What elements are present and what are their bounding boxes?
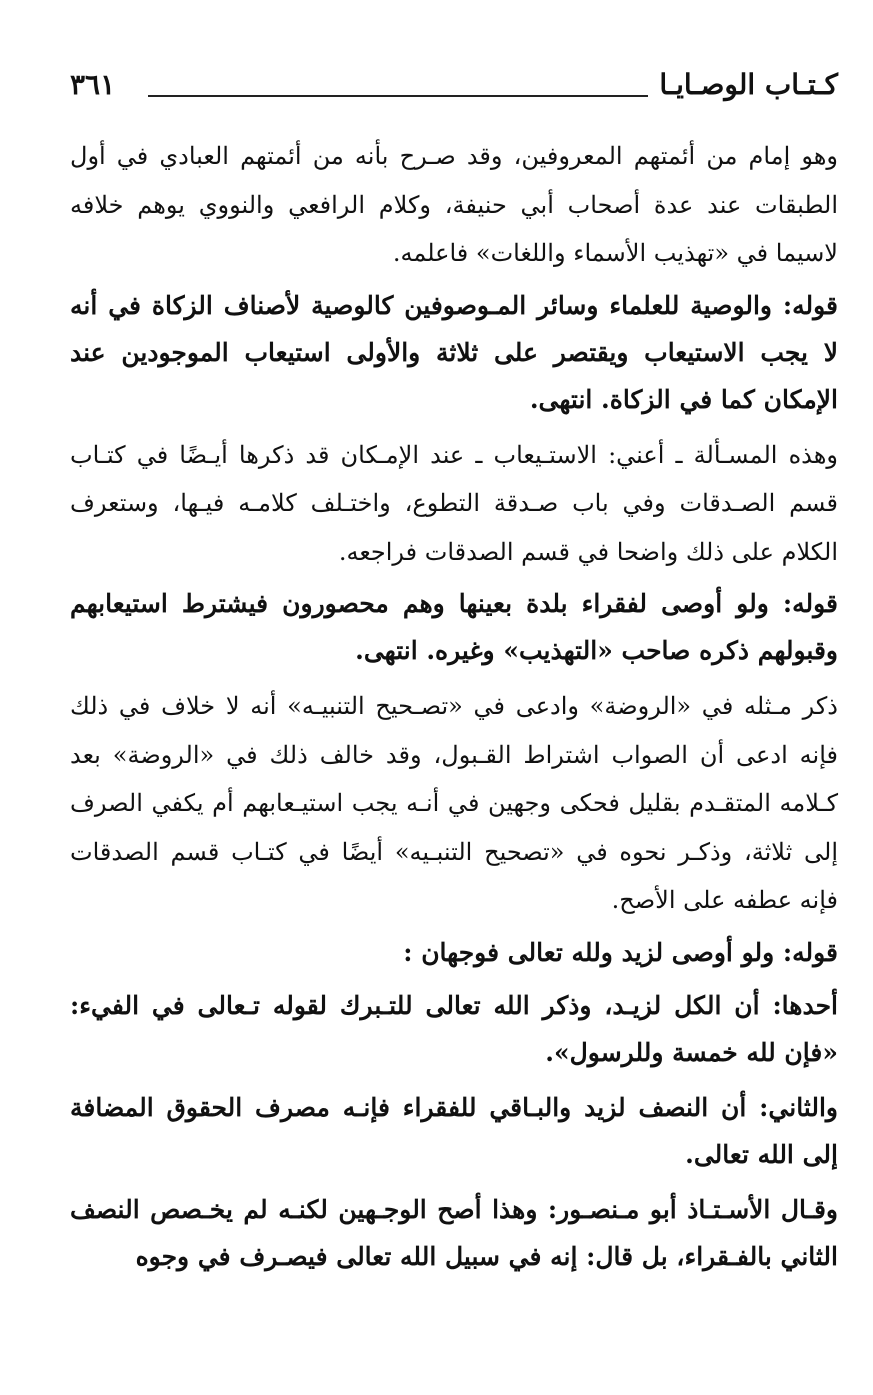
page-header [70,62,838,112]
header-rule [148,95,648,97]
paragraph-3: وهذه المسـألة ـ أعني: الاستـيعاب ـ عند الإمـكان قد ذكرها أيـضًا في كتـاب قسم الصـدقات وفي باب صـدقة التطوع، واختـلف كلامـه فيـها، وستعرف الكلام على ذلك واضحا في قسم الصدقات فراجعه. [70,440,838,566]
paragraph-5: ذكر مـثله في «الروضة» وادعى في «تصـحيح التنبيـه» أنه لا خلاف في ذلك فإنه ادعى أن الصواب اشتراط القـبول، وقد خالف ذلك في «الروضة» بعد كـلامه المتقـدم بقليل فحكى وجهين في أنـه يجب استيـعابهم أم يكفي الصرف إلى ثلاثة، وذكـر نحوه في «تصحيح التنبـيه» أيضًا في كتـاب قسم الصدقات فإنه عطفه على الأصح. [70,692,838,914]
paragraph-6-quote: قوله: ولو أوصى لزيد ولله تعالى فوجهان : [403,937,838,967]
running-title: كـتـاب الوصـايـا [659,68,838,101]
paragraph-7-quote: أحدها: أن الكل لزيـد، وذكر الله تعالى للتـبرك لقوله تـعالى في الفيء: «فإن لله خمسة وللرسول». [70,990,838,1067]
paragraph-2-quote: قوله: والوصية للعلماء وسائر المـوصوفين كالوصية لأصناف الزكاة في أنه لا يجب الاستيعاب ويقتصر على ثلاثة والأولى استيعاب الموجودين عند الإمكان كما في الزكاة. انتهى. [70,290,838,414]
page-number: ٣٦١ [70,68,116,101]
paragraph-4-quote: قوله: ولو أوصى لفقراء بلدة بعينها وهم محصورون فيشترط استيعابهم وقبولهم ذكره صاحب «التهذيب» وغيره. انتهى. [70,589,838,665]
paragraph-9-quote: وقـال الأسـتـاذ أبو مـنصـور: وهذا أصح الوجـهين لكنـه لم يخـصص النصف الثاني بالفـقراء، بل قال: إنه في سبيل الله تعالى فيصـرف في وجوه [70,1194,838,1271]
paragraph-8-quote: والثاني: أن النصف لزيد والبـاقي للفقراء فإنـه مصرف الحقوق المضافة إلى الله تعالى. [70,1092,838,1169]
page-body [70,132,838,1288]
paragraph-1: وهو إمام من أئمتهم المعروفين، وقد صـرح بأنه من أئمتهم العبادي في أول الطبقات عند عدة أصحاب أبي حنيفة، وكلام الرافعي والنووي يوهم خلافه لاسيما في «تهذيب الأسماء واللغات» فاعلمه. [70,142,838,267]
